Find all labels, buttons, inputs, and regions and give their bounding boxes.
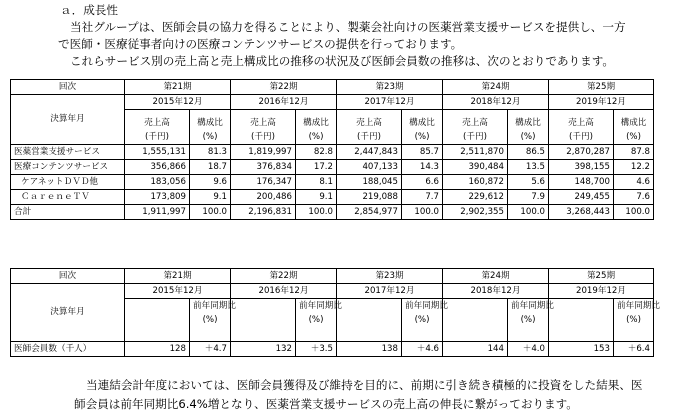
ratio-value: 4.6 — [614, 175, 654, 190]
yoy-value: ＋4.6 — [402, 342, 443, 357]
period-header: 第21期 — [125, 269, 231, 284]
period-header: 第21期 — [125, 80, 231, 95]
ratio-value: 7.7 — [402, 190, 443, 205]
sales-value: 148,700 — [549, 175, 614, 190]
unit-header: (千円) — [125, 130, 190, 145]
ratio-header: 構成比 — [614, 110, 654, 131]
ratio-header: 構成比 — [190, 110, 231, 131]
ratio-value: 9.6 — [190, 175, 231, 190]
yoy-unit: (%) — [190, 313, 231, 327]
date-header: 2015年12月 — [125, 284, 231, 299]
ratio-value: 5.6 — [508, 175, 549, 190]
unit-header: (千円) — [443, 130, 508, 145]
table-row — [11, 175, 654, 190]
sales-value: 173,809 — [125, 190, 190, 205]
ratio-value: 17.2 — [296, 160, 337, 175]
ratio-header: 構成比 — [402, 110, 443, 131]
ratio-value: 9.1 — [296, 190, 337, 205]
yoy-header: 前年同期比 — [508, 299, 549, 314]
sales-header: 売上高 — [443, 110, 508, 131]
date-header: 2019年12月 — [549, 95, 654, 110]
header-cell: 回次 — [11, 80, 125, 95]
paragraph-line: 師会員は前年同期比6.4%増となり、医薬営業支援サービスの売上高の伸長に繋がっております。 — [74, 397, 578, 411]
sales-value: 1,555,131 — [125, 145, 190, 160]
period-header: 第25期 — [549, 80, 654, 95]
date-header: 2016年12月 — [231, 95, 337, 110]
member-count: 128 — [125, 342, 190, 357]
sales-value: 407,133 — [337, 160, 402, 175]
ratio-value: 82.8 — [296, 145, 337, 160]
header-cell: 決算年月 — [11, 95, 125, 145]
member-count: 153 — [549, 342, 614, 357]
yoy-unit: (%) — [614, 313, 654, 327]
ratio-value: 8.1 — [296, 175, 337, 190]
unit-header: (%) — [190, 130, 231, 145]
yoy-unit: (%) — [402, 313, 443, 327]
ratio-value: 100.0 — [296, 205, 337, 220]
header-cell: 回次 — [11, 269, 125, 284]
period-header: 第24期 — [443, 80, 549, 95]
sales-value: 2,870,287 — [549, 145, 614, 160]
unit-header: (%) — [402, 130, 443, 145]
sales-value: 219,088 — [337, 190, 402, 205]
yoy-value: ＋4.0 — [508, 342, 549, 357]
yoy-unit: (%) — [508, 313, 549, 327]
row-label: 医薬営業支援サービス — [11, 145, 125, 160]
date-header: 2018年12月 — [443, 95, 549, 110]
period-header: 第22期 — [231, 269, 337, 284]
sales-value: 176,347 — [231, 175, 296, 190]
sales-value: 183,056 — [125, 175, 190, 190]
paragraph-line: 当社グループは、医師会員の協力を得ることにより、製薬会社向けの医薬営業支援サービスを提供し、一方 — [70, 20, 626, 34]
sales-value: 249,455 — [549, 190, 614, 205]
period-header: 第23期 — [337, 80, 443, 95]
yoy-header: 前年同期比 — [190, 299, 231, 314]
unit-header: (千円) — [549, 130, 614, 145]
members-table — [10, 268, 660, 357]
sales-table — [10, 79, 654, 220]
row-label: ケアネットＤＶＤ他 — [11, 175, 125, 190]
unit-header: (%) — [508, 130, 549, 145]
sales-value: 200,486 — [231, 190, 296, 205]
ratio-value: 85.7 — [402, 145, 443, 160]
ratio-value: 7.9 — [508, 190, 549, 205]
row-label: ＣａｒｅｎｅＴＶ — [11, 190, 125, 205]
row-label: 合計 — [11, 205, 125, 220]
row-label: 医師会員数（千人） — [11, 342, 125, 357]
member-count: 132 — [231, 342, 296, 357]
table-row — [11, 145, 654, 160]
period-header: 第22期 — [231, 80, 337, 95]
ratio-value: 100.0 — [402, 205, 443, 220]
ratio-value: 6.6 — [402, 175, 443, 190]
sales-value: 2,854,977 — [337, 205, 402, 220]
yoy-unit: (%) — [296, 313, 337, 327]
header-cell: 決算年月 — [11, 284, 125, 342]
yoy-value: ＋4.7 — [190, 342, 231, 357]
sales-value: 160,872 — [443, 175, 508, 190]
ratio-value: 86.5 — [508, 145, 549, 160]
table-row — [11, 190, 654, 205]
ratio-value: 87.8 — [614, 145, 654, 160]
unit-header: (%) — [614, 130, 654, 145]
yoy-value: ＋3.5 — [296, 342, 337, 357]
date-header: 2019年12月 — [549, 284, 654, 299]
section-heading: ａ．成長性 — [60, 3, 118, 17]
sales-value: 356,866 — [125, 160, 190, 175]
sales-value: 2,447,843 — [337, 145, 402, 160]
date-header: 2018年12月 — [443, 284, 549, 299]
yoy-header: 前年同期比 — [614, 299, 654, 314]
ratio-value: 12.2 — [614, 160, 654, 175]
table-row — [11, 160, 654, 175]
sales-value: 2,902,355 — [443, 205, 508, 220]
yoy-header: 前年同期比 — [296, 299, 337, 314]
paragraph-line: これらサービス別の売上高と売上構成比の推移の状況及び医師会員数の推移は、次のとおりであります。 — [70, 54, 614, 68]
sales-value: 1,819,997 — [231, 145, 296, 160]
sales-value: 2,196,831 — [231, 205, 296, 220]
sales-header: 売上高 — [125, 110, 190, 131]
ratio-value: 81.3 — [190, 145, 231, 160]
paragraph-line: 当連結会計年度においては、医師会員獲得及び維持を目的に、前期に引き続き積極的に投資をした結果、医 — [86, 378, 643, 392]
ratio-header: 構成比 — [296, 110, 337, 131]
ratio-value: 7.6 — [614, 190, 654, 205]
sales-value: 1,911,997 — [125, 205, 190, 220]
sales-value: 188,045 — [337, 175, 402, 190]
date-header: 2017年12月 — [337, 284, 443, 299]
sales-header: 売上高 — [337, 110, 402, 131]
date-header: 2017年12月 — [337, 95, 443, 110]
period-header: 第23期 — [337, 269, 443, 284]
unit-header: (%) — [296, 130, 337, 145]
sales-value: 376,834 — [231, 160, 296, 175]
ratio-value: 100.0 — [190, 205, 231, 220]
date-header: 2015年12月 — [125, 95, 231, 110]
period-header: 第24期 — [443, 269, 549, 284]
paragraph-line: で医師・医療従事者向けの医療コンテンツサービスの提供を行っております。 — [58, 37, 463, 51]
sales-value: 398,155 — [549, 160, 614, 175]
ratio-value: 9.1 — [190, 190, 231, 205]
unit-header: (千円) — [337, 130, 402, 145]
sales-header: 売上高 — [549, 110, 614, 131]
sales-value: 229,612 — [443, 190, 508, 205]
ratio-header: 構成比 — [508, 110, 549, 131]
yoy-value: ＋6.4 — [614, 342, 654, 357]
sales-value: 3,268,443 — [549, 205, 614, 220]
member-count: 138 — [337, 342, 402, 357]
sales-value: 390,484 — [443, 160, 508, 175]
member-count: 144 — [443, 342, 508, 357]
ratio-value: 13.5 — [508, 160, 549, 175]
row-label: 医療コンテンツサービス — [11, 160, 125, 175]
yoy-header: 前年同期比 — [402, 299, 443, 314]
period-header: 第25期 — [549, 269, 654, 284]
date-header: 2016年12月 — [231, 284, 337, 299]
ratio-value: 100.0 — [614, 205, 654, 220]
unit-header: (千円) — [231, 130, 296, 145]
sales-value: 2,511,870 — [443, 145, 508, 160]
sales-header: 売上高 — [231, 110, 296, 131]
ratio-value: 14.3 — [402, 160, 443, 175]
ratio-value: 100.0 — [508, 205, 549, 220]
table-row — [11, 205, 654, 220]
ratio-value: 18.7 — [190, 160, 231, 175]
